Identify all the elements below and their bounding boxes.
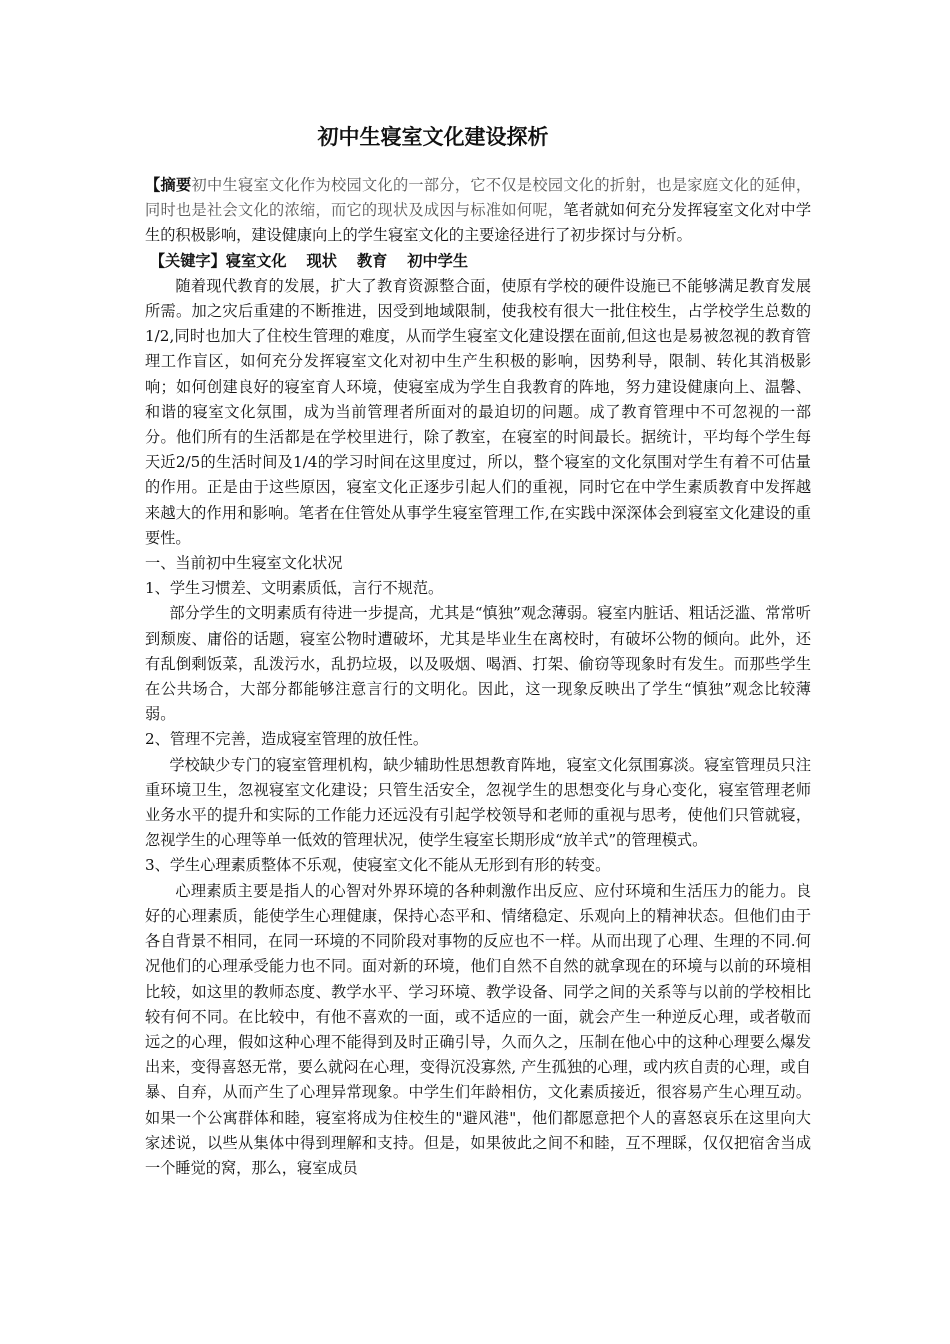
point-heading: 2、管理不完善，造成寝室管理的放任性。: [145, 730, 429, 749]
document-title: 初中生寝室文化建设探析: [317, 125, 549, 149]
keyword: 初中学生: [407, 251, 469, 270]
abstract-text: 笔者就如何充分发挥寝室文化对中学生的积极影响，建设健康向上的学生寝室文化的主要途径进行了初步探讨与分析。: [145, 201, 812, 245]
intro-paragraph: 随着现代教育的发展，扩大了教育资源整合面，使原有学校的硬件设施已不能够满足教育发展所需。加之灾后重建的不断推进，因受到地域限制，使我校有很大一批住校生，占学校学生总数的1/2,同时也加大了住校生管理的难度，从而学生寝室文化建设摆在面前,但这也是易被忽视的教育管理工作盲区，如何充分发挥寝室文化对初中生产生积极的影响，因势利导，限制、转化其消极影响；如何创建良好的寝室育人环境，使寝室成为学生自我教育的阵地，努力建设健康向上、温馨、和谐的寝室文化氛围，成为当前管理者所面对的最迫切的问题。成了教育管理中不可忽视的一部分。他们所有的生活都是在学校里进行，除了教室，在寝室的时间最长。据统计，平均每个学生每天近2/5的生活时间及1/4的学习时间在这里度过，所以，整个寝室的文化氛围对学生有着不可估量的作用。正是由于这些原因，寝室文化正逐步引起人们的重视，同时它在中学生素质教育中发挥越来越大的作用和影响。笔者在住管处从事学生寝室管理工作,在实践中深深体会到寝室文化建设的重要性。: [145, 276, 811, 547]
abstract-label: 【摘要: [145, 176, 192, 194]
document-body: [145, 173, 811, 1181]
abstract-text-grey: 初中生寝室文化作为校园文化的一部分，它不仅是校园文化的折射，也是家庭文化的延伸，同时也是社会文化的浓缩，而它的现状及成因与标准如何呢，: [145, 176, 812, 220]
keyword: 现状: [306, 251, 337, 270]
keyword: 教育: [356, 251, 388, 270]
point-heading: 3、学生心理素质整体不乐观，使寝室文化不能从无形到有形的转变。: [145, 856, 611, 875]
abstract-paragraph: [145, 173, 811, 249]
point-body: 部分学生的文明素质有待进一步提高，尤其是“慎独”观念薄弱。寝室内脏话、粗话泛滥、常常听到颓废、庸俗的话题，寝室公物时遭破坏，尤其是毕业生在离校时，有破坏公物的倾向。此外，还有乱倒剩饭菜，乱泼污水，乱扔垃圾，以及吸烟、喝酒、打架、偷窃等现象时有发生。而那些学生在公共场合，大部分都能够注意言行的文明化。因此，这一现象反映出了学生“慎独”观念比较薄弱。: [145, 604, 811, 724]
keywords-label: 【关键字】: [149, 251, 226, 270]
keyword: 寝室文化: [225, 251, 287, 270]
point-body: 学校缺少专门的寝室管理机构，缺少辅助性思想教育阵地，寝室文化氛围寡淡。寝室管理员只注重环境卫生，忽视寝室文化建设；只管生活安全，忽视学生的思想变化与身心变化，寝室管理老师业务水平的提升和实际的工作能力还远没有引起学校领导和老师的重视与思考，使他们只管就寝，忽视学生的心理等单一低效的管理状况，使学生寝室长期形成“放羊式”的管理模式。: [145, 755, 811, 850]
keywords-line: [145, 249, 811, 274]
point-body: 心理素质主要是指人的心智对外界环境的各种刺激作出反应、应付环境和生活压力的能力。良好的心理素质，能使学生心理健康，保持心态平和、情绪稳定、乐观向上的精神状态。但他们由于各自背景不相同，在同一环境的不同阶段对事物的反应也不一样。从而出现了心理、生理的不同.何况他们的心理承受能力也不同。面对新的环境，他们自然不自然的就拿现在的环境与以前的环境相比较，如这里的教师态度、教学水平、学习环境、教学设备、同学之间的关系等与以前的学校相比较有何不同。在比较中，有他不喜欢的一面，或不适应的一面，就会产生一种逆反心理，或者敬而远之的心理，假如这种心理不能得到及时正确引导，久而久之，压制在他心中的这种心理要么爆发出来，变得喜怒无常，要么就闷在心理，变得沉没寡然, 产生孤独的心理，或内疚自责的心理，或自暴、自弃，从而产生了心理异常现象。中学生们年龄相仿，文化素质接近，很容易产生心理互动。如果一个公寓群体和睦，寝室将成为住校生的"避风港"，他们都愿意把个人的喜怒哀乐在这里向大家述说，以些从集体中得到理解和支持。但是，如果彼此之间不和睦，互不理睬，仅仅把宿舍当成一个睡觉的窝，那么，寝室成员: [145, 881, 811, 1177]
point-heading: 1、学生习惯差、文明素质低，言行不规范。: [145, 579, 444, 598]
section-heading: 一、当前初中生寝室文化状况: [145, 554, 343, 573]
